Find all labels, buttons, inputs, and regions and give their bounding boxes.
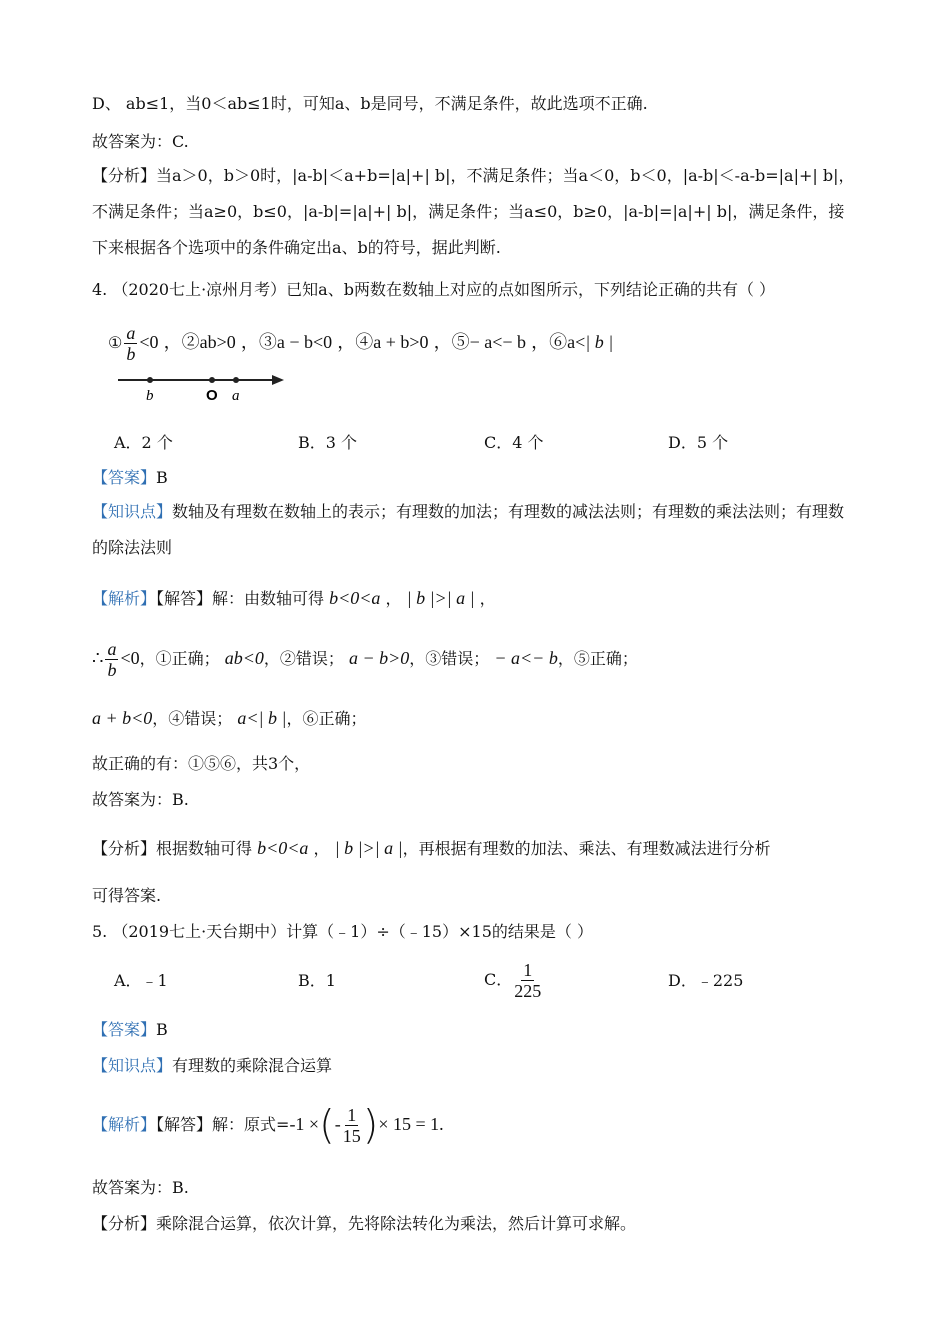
- answer-tag: 【答案】: [92, 1020, 157, 1039]
- statement-2: ，②ab>0: [163, 332, 236, 352]
- answer-tag: 【答案】: [92, 468, 157, 487]
- point-b: [147, 377, 153, 383]
- analysis-text: 乘除混合运算，依次计算，先将除法转化为乘法，然后计算可求解。: [156, 1214, 637, 1233]
- fraction-denominator: b: [107, 660, 117, 680]
- math-a-minus-b: a − b>0: [348, 648, 410, 668]
- separator: ，: [313, 839, 330, 858]
- statement-1-fraction: [124, 323, 137, 364]
- math-b-lt-0-lt-a: b<0<a: [257, 838, 309, 858]
- q4-statements: [108, 318, 858, 366]
- solution-tag: 【解析】: [92, 1115, 157, 1134]
- math-neg-a-lt-neg-b: − a<− b: [494, 648, 558, 668]
- verdict-3: ，③错误；: [409, 649, 490, 668]
- label-b: b: [146, 388, 154, 404]
- statement-1-mark: ①: [108, 333, 123, 352]
- solution-head: 【解答】解：原式=: [156, 1115, 290, 1134]
- q4-option-a: A．2 个: [114, 433, 173, 452]
- separator: ，: [479, 589, 496, 608]
- q4-solution-line-4: 故正确的有：①⑤⑥，共3个，: [92, 754, 311, 773]
- q4-stem: 4. （2020七上·凉州月考）已知a、b两数在数轴上对应的点如图所示，下列结论正确的共有（ ）: [92, 280, 776, 299]
- solution-tag: 【解析】: [92, 589, 157, 608]
- q5-knowledge-points: [92, 1054, 858, 1078]
- statement-1-rest: <0: [139, 332, 159, 352]
- knowledge-text: 数轴及有理数在数轴上的表示；有理数的加法；有理数的减法法则；有理数的乘法法则；有理数的除法法则: [92, 502, 845, 557]
- q4-analysis-line-1: [92, 836, 858, 861]
- analysis-rest: ，再根据有理数的加法、乘法、有理数减法进行分析: [402, 839, 771, 858]
- knowledge-text: 有理数的乘除混合运算: [172, 1056, 333, 1075]
- q4-option-d: D．5 个: [668, 433, 729, 452]
- statement-3: ，③a − b<0: [240, 332, 333, 352]
- left-paren: (: [319, 1102, 335, 1149]
- q4-solution-line-2: [92, 634, 858, 682]
- math-a-plus-b: a + b<0: [92, 708, 153, 728]
- analysis-tag: 【分析】: [92, 166, 157, 185]
- q4-solution-line-1: [92, 586, 858, 611]
- fraction-one-fifteenth: [343, 1105, 361, 1146]
- q5-solution-line: [92, 1100, 858, 1148]
- analysis-tag: 【分析】: [92, 839, 157, 858]
- statement-4: ，④a + b>0: [337, 332, 429, 352]
- analysis-tag: 【分析】: [92, 1214, 157, 1233]
- option-c-fraction: [514, 960, 541, 1001]
- q4-option-b: B．3 个: [298, 433, 358, 452]
- fraction-numerator: a: [126, 323, 136, 343]
- fraction-a-over-b: [105, 639, 118, 680]
- q5-option-b: B．1: [298, 971, 336, 990]
- math-b-lt-0-lt-a: b<0<a: [329, 588, 381, 608]
- option-c-label: C．: [484, 970, 513, 989]
- q4-solution-line-5: 故答案为：B.: [92, 790, 189, 809]
- q5-analysis: [92, 1212, 858, 1236]
- math-times-15-result: × 15 = 1.: [378, 1114, 444, 1134]
- inner-sign: -: [334, 1114, 341, 1134]
- verdict-6: ，⑥正确；: [286, 709, 367, 728]
- analysis-head: 根据数轴可得: [156, 839, 253, 858]
- fraction-denominator: 15: [342, 1126, 361, 1146]
- verdict-4: ，④错误；: [152, 709, 233, 728]
- point-a: [233, 377, 239, 383]
- q5-stem: 5. （2019七上·天台期中）计算（﹣1）÷（﹣15）×15的结果是（ ）: [92, 922, 593, 941]
- separator: ，: [385, 589, 402, 608]
- point-origin: [209, 377, 215, 383]
- answer-value: B: [156, 468, 168, 487]
- fraction-denominator: 225: [514, 981, 542, 1001]
- answer-value: B: [156, 1020, 168, 1039]
- math-a-lt-abs-b: a<| b |: [237, 708, 287, 728]
- solution-head: 【解答】解：由数轴可得: [156, 589, 325, 608]
- verdict-2: ，②错误；: [263, 649, 344, 668]
- therefore-symbol: ∴: [92, 648, 104, 668]
- fraction-numerator: 1: [523, 960, 533, 980]
- fraction-denominator: b: [126, 344, 136, 364]
- fraction-numerator: a: [107, 639, 117, 659]
- math-ab-lt-0: ab<0: [224, 648, 264, 668]
- label-a: a: [232, 388, 240, 404]
- statement-6: ，⑥a<: [531, 332, 586, 352]
- q4-answer: [92, 466, 858, 490]
- q5-option-a: A．﹣1: [114, 971, 168, 990]
- number-line-figure: [112, 366, 292, 410]
- math-lt-0: <0: [120, 648, 140, 668]
- analysis-text: 当a＞0，b＞0时，|a-b|＜a+b=|a|+| b|，不满足条件；当a＜0，b＜0，|a-b|＜-a-b=|a|+| b|，不满足条件；当a≥0，b≤0，|a-b|=|a|+| b|，满足条件；当a≤0，b≥0，|a-b|=|a|+| b|，满足条件，接下来根据各个选项中的条件确定出a、b的符号，据此判断.: [92, 166, 855, 257]
- q4-option-c: C．4 个: [484, 433, 544, 452]
- math-abs-compare: | b |>| a |: [334, 838, 403, 858]
- math-abs-compare: | b |>| a |: [406, 588, 475, 608]
- fraction-numerator: 1: [347, 1105, 357, 1125]
- number-line-arrow: [272, 375, 284, 385]
- label-origin: O: [206, 387, 218, 404]
- q5-option-c: [484, 956, 543, 1004]
- q5-solution-end: 故答案为：B.: [92, 1178, 189, 1197]
- math-neg-one-times: -1 ×: [289, 1114, 320, 1134]
- verdict-5: ，⑤正确；: [557, 649, 638, 668]
- q4-solution-line-3: [92, 706, 858, 731]
- prev-option-d-explanation: D、 ab≤1，当0＜ab≤1时，可知a、b是同号，不满足条件，故此选项不正确.: [92, 94, 648, 113]
- knowledge-tag: 【知识点】: [92, 1056, 173, 1075]
- prev-answer-line: 故答案为：C.: [92, 132, 189, 151]
- verdict-1: ，①正确；: [139, 649, 220, 668]
- statement-5: ，⑤− a<− b: [433, 332, 527, 352]
- q5-option-d: D．﹣225: [668, 971, 744, 990]
- q4-knowledge-points: [92, 494, 858, 566]
- knowledge-tag: 【知识点】: [92, 502, 173, 521]
- statement-6-abs: | b |: [585, 332, 614, 352]
- q5-answer: [92, 1018, 858, 1042]
- prev-analysis: [92, 158, 858, 266]
- q4-analysis-line-2: 可得答案.: [92, 886, 162, 905]
- right-paren: ): [362, 1102, 379, 1149]
